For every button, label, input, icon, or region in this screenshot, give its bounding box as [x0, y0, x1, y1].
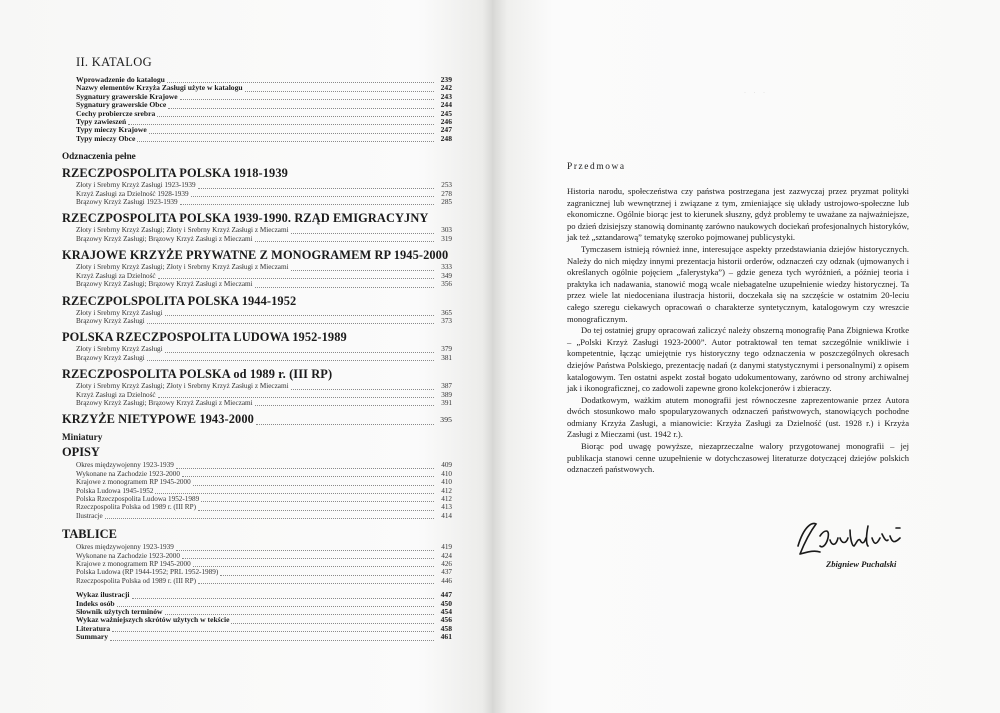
toc-entry[interactable]: [62, 633, 452, 641]
toc-entry[interactable]: [62, 263, 452, 271]
toc-entry[interactable]: [62, 616, 452, 624]
section-heading: POLSKA RZECZPOSPOLITA LUDOWA 1952-1989: [62, 330, 347, 345]
toc-entry-page: 356: [441, 280, 452, 289]
toc-entry[interactable]: [62, 181, 452, 189]
toc-entry-label: Wykonane na Zachodzie 1923-2000: [76, 551, 180, 560]
paper-speck: ˙ ˙ ˙: [744, 92, 768, 98]
toc-entry-page: 412: [441, 486, 452, 495]
leader-dots: [291, 232, 434, 234]
toc-entry[interactable]: [62, 470, 452, 478]
toc-entry[interactable]: [62, 354, 452, 362]
preface: [567, 162, 909, 476]
toc-entry[interactable]: [62, 235, 452, 243]
toc-entry[interactable]: [62, 495, 452, 503]
toc-entry-page: 248: [440, 133, 452, 143]
toc-entry-page: 319: [441, 234, 452, 243]
preface-paragraph: Do tej ostatniej grupy opracowań zaliczyć należy obszerną monografię Pana Zbigniewa Krotke – „Polski Krzyż Zasługi 1923-2000”. Autor potraktował ten temat szczególnie wnikliwie i kompetentnie, łącząc umiejętnie rys historyczny tego odznaczenia w poszczególnych okresach dziejów Państwa Polskiego, prezentację nadań (z danymi statystycznymi i personalnymi) z opisem katalogowym. Ten ostatni aspekt został bogato udokumentowany, zarówno od strony archiwalnej jak i ikonograficznej, co zadowoli zapewne grono kolekcjonerów i zbieraczy.: [567, 325, 909, 394]
toc-entry-label: Sygnatury grawerskie Krajowe: [76, 91, 178, 101]
leader-dots: [155, 492, 434, 494]
toc-entry[interactable]: [62, 512, 452, 520]
leader-dots: [176, 467, 434, 469]
toc-entry-page: 379: [441, 345, 452, 354]
toc-entry-page: 410: [441, 469, 452, 478]
leader-dots: [245, 90, 434, 92]
toc-entry-page: 391: [441, 398, 452, 407]
toc-entry-label: Brązowy Krzyż Zasługi; Brązowy Krzyż Zasługi z Mieczami: [76, 398, 253, 407]
toc-entry[interactable]: [62, 552, 452, 560]
toc-entry-label: Indeks osób: [76, 598, 115, 608]
toc-entry-label: Wykonane na Zachodzie 1923-2000: [76, 469, 180, 478]
toc-entry[interactable]: [62, 309, 452, 317]
toc-entry-label: Złoty i Srebrny Krzyż Zasługi: [76, 308, 163, 317]
preface-paragraph: Biorąc pod uwagę powyższe, niezaprzeczalne walory przygotowanej monografii – jej publikacja stanowi cenne uzupełnienie w dotychczasowej literaturze dotyczącej dziejów polskich odznaczeń państwowych.: [567, 441, 909, 475]
preface-body: [567, 186, 909, 476]
toc-entry-page: 389: [441, 390, 452, 399]
leader-dots: [231, 622, 434, 624]
toc-entry-page: 246: [440, 117, 452, 127]
toc-entry-label: Summary: [76, 632, 109, 642]
leader-dots: [180, 98, 434, 100]
toc-entry-page: 437: [441, 568, 452, 577]
toc-entry-label: Krajowe z monogramem RP 1945-2000: [76, 478, 191, 487]
toc-entry[interactable]: [62, 272, 452, 280]
toc-entry-page: 387: [441, 382, 452, 391]
left-page: [0, 0, 492, 713]
atypical-page: 395: [440, 415, 452, 425]
toc-entry-page: 409: [441, 461, 452, 470]
toc-entry[interactable]: [62, 135, 452, 143]
toc-entry-page: 242: [440, 83, 452, 93]
preface-title: Przedmowa: [567, 162, 626, 172]
toc-entry-page: 349: [441, 271, 452, 280]
toc-entry[interactable]: [62, 280, 452, 288]
leader-dots: [132, 597, 434, 599]
leader-dots: [128, 123, 434, 125]
toc-entry[interactable]: [62, 577, 452, 585]
toc-entry[interactable]: [62, 190, 452, 198]
toc-entry-label: Brązowy Krzyż Zasługi 1923-1939: [76, 198, 178, 207]
leader-dots: [182, 557, 434, 559]
appendix-list: [62, 591, 452, 641]
toc-entry-label: Typy mieczy Obce: [76, 133, 136, 143]
toc-entry-label: Polska Rzeczpospolita Ludowa 1952-1989: [76, 494, 200, 503]
toc-atypical-row[interactable]: [62, 413, 452, 426]
toc-entry-page: 456: [440, 615, 452, 625]
toc-entry-label: Typy zawieszeń: [76, 117, 127, 127]
leader-dots: [105, 517, 434, 519]
toc-entry-page: 446: [441, 576, 452, 585]
toc-entry-page: 426: [441, 560, 452, 568]
toc-entry-page: 333: [441, 263, 452, 272]
toc-entry-page: 373: [441, 316, 452, 325]
toc-entry-label: Nazwy elementów Krzyża Zasługi użyte w katalogu: [76, 83, 243, 93]
sections-list: [62, 167, 452, 407]
leader-dots: [157, 115, 434, 117]
signature-image: [790, 516, 930, 560]
leader-dots: [255, 240, 434, 242]
toc-entry-label: Typy mieczy Krajowe: [76, 125, 147, 135]
leader-dots: [182, 475, 434, 477]
toc-entry-page: 454: [440, 607, 452, 617]
leader-dots: [198, 187, 434, 189]
toc-entry[interactable]: [62, 461, 452, 469]
section-heading: RZECZPOSPOLITA POLSKA 1918-1939: [62, 166, 288, 181]
preface-paragraph: Tymczasem istnieją również inne, interesujące aspekty przedstawiania dziejów historycznych. Należy do nich między innymi prezentacja historii orderów, odznaczeń czy odznak (ujmowanych i określanych ogólnie pojęciem „falerystyka”) – gdzie geneza tych wyróżnień, a później teoria i praktyka ich nadawania, stanowić mogą wcale niebagatelne uzupełnienie wiedzy historycznej. Ta przez wiele lat niedoceniana ilustracja historii, doczekała się na szczęście w ostatnim 20-leciu całego szeregu ciekawych opracowań o charakterze syntetycznym, katalogowym czy wreszcie monograficznym.: [567, 243, 909, 324]
toc-entry-label: Rzeczpospolita Polska od 1989 r. (III RP): [76, 503, 196, 512]
toc-entry[interactable]: [62, 478, 452, 486]
toc-entry-label: Brązowy Krzyż Zasługi: [76, 316, 145, 325]
toc-entry-page: 424: [441, 551, 452, 560]
leader-dots: [291, 269, 434, 271]
toc-entry-label: Brązowy Krzyż Zasługi; Brązowy Krzyż Zasługi z Mieczami: [76, 234, 253, 243]
leader-dots: [193, 484, 434, 486]
atypical-heading: KRZYŻE NIETYPOWE 1943-2000: [62, 412, 254, 427]
toc-entry-page: 461: [440, 632, 452, 642]
toc-entry-label: Polska Ludowa 1945-1952: [76, 486, 154, 495]
section-heading: RZECZPOLSPOLITA POLSKA 1944-1952: [62, 293, 297, 308]
toc-entry[interactable]: [62, 399, 452, 407]
toc-entry[interactable]: [62, 560, 452, 568]
toc-entry-label: Wykaz ważniejszych skrótów użytych w tekście: [76, 615, 230, 625]
toc-entry-page: 239: [440, 75, 452, 84]
toc-entry-label: Złoty i Srebrny Krzyż Zasługi: [76, 345, 163, 354]
miniatures-label: Miniatury: [62, 432, 103, 443]
leader-dots: [168, 107, 434, 109]
toc-entry[interactable]: [62, 487, 452, 495]
toc-entry-page: 381: [441, 353, 452, 362]
toc-entry-label: Cechy probiercze srebra: [76, 108, 156, 118]
toc-entry[interactable]: [62, 226, 452, 234]
toc-entry-page: 247: [440, 125, 452, 135]
intro-list: [62, 76, 452, 143]
leader-dots: [255, 286, 434, 288]
leader-dots: [165, 351, 434, 353]
toc-entry-label: Złoty i Srebrny Krzyż Zasługi; Złoty i Srebrny Krzyż Zasługi z Mieczami: [76, 263, 289, 272]
toc-entry-page: 410: [441, 478, 452, 487]
preface-paragraph: Dodatkowym, ważkim atutem monografii jest równoczesne zaprezentowanie przez Autora dwóch stosunkowo mało spopularyzowanych odznaczeń państwowych, stanowiących pochodne odmiany Krzyża Zasługi, a mianowicie: Krzyża Zasługi za Dzielność (ust. 1928 r.) i Krzyża Zasługi z Mieczami (ust. 1942 r.).: [567, 394, 909, 440]
toc-title: II. KATALOG: [76, 55, 152, 69]
toc-entry-label: Sygnatury grawerskie Obce: [76, 100, 167, 110]
toc-entry-page: 450: [440, 598, 452, 608]
toc-entry-label: Krzyż Zasługi za Dzielność 1928-1939: [76, 189, 189, 198]
toc-entry-label: Okres międzywojenny 1923-1939: [76, 543, 174, 552]
toc-entry-page: 365: [441, 308, 452, 317]
leader-dots: [158, 396, 434, 398]
leader-dots: [165, 314, 434, 316]
toc-entry-label: Literatura: [76, 623, 111, 633]
toc-entry-page: 412: [441, 494, 452, 503]
toc-entry-page: 414: [441, 511, 452, 520]
leader-dots: [191, 195, 434, 197]
leader-dots: [110, 639, 434, 641]
preface-paragraph: Historia narodu, społeczeństwa czy państwa postrzegana jest zazwyczaj przez pryzmat polityki zagranicznej lub wewnętrznej i związane z tym, zmieniające się układy ustrojowo-społeczne lub ekonomiczne. Ogólnie biorąc jest to kierunek słuszny, gdyż problemy te uważane za najważniejsze, po dzień dzisiejszy stanowią dominantę zarówno naukowych dociekań profesjonalnych historyków, jak też „sztandarową” tematykę szeroko pojmowanej publicystyki.: [567, 186, 909, 243]
leader-dots: [198, 509, 434, 511]
table-of-contents: [62, 55, 452, 642]
leader-dots: [147, 359, 434, 361]
tablice-list: [62, 543, 452, 585]
toc-entry-page: 285: [441, 198, 452, 207]
leader-dots: [117, 605, 434, 607]
section-heading: RZECZPOSPOLITA POLSKA 1939-1990. RZĄD EMIGRACYJNY: [62, 211, 429, 226]
section-heading: RZECZPOSPOLITA POLSKA od 1989 r. (III RP): [62, 367, 333, 382]
toc-entry[interactable]: [62, 345, 452, 353]
signature-name: Zbigniew Puchalski: [826, 559, 897, 569]
leader-dots: [149, 132, 434, 134]
leader-dots: [158, 277, 434, 279]
section-heading: KRAJOWE KRZYŻE PRYWATNE Z MONOGRAMEM RP 1945-2000: [62, 248, 449, 263]
leader-dots: [147, 322, 434, 324]
full-decorations-label: Odznaczenia pełne: [62, 151, 136, 162]
toc-entry-label: Rzeczpospolita Polska od 1989 r. (III RP): [76, 576, 196, 585]
toc-entry-label: Okres międzywojenny 1923-1939: [76, 461, 174, 470]
toc-entry-page: 278: [441, 189, 452, 198]
toc-entry-label: Wprowadzenie do katalogu: [76, 75, 165, 84]
leader-dots: [198, 582, 434, 584]
toc-entry-label: Krzyż Zasługi za Dzielność: [76, 271, 156, 280]
toc-entry-label: Polska Ludowa (RP 1944-1952; PRL 1952-1989): [76, 568, 219, 577]
leader-dots: [201, 500, 434, 502]
toc-entry-page: 244: [440, 100, 452, 110]
toc-entry[interactable]: [62, 503, 452, 511]
toc-entry[interactable]: [62, 591, 452, 599]
opisy-list: [62, 461, 452, 520]
toc-entry-page: 253: [441, 181, 452, 190]
toc-entry[interactable]: [62, 198, 452, 206]
leader-dots: [256, 423, 434, 425]
toc-entry[interactable]: [62, 568, 452, 576]
leader-dots: [112, 630, 434, 632]
leader-dots: [220, 574, 434, 576]
toc-entry-label: Złoty i Srebrny Krzyż Zasługi; Złoty i Srebrny Krzyż Zasługi z Mieczami: [76, 382, 289, 391]
toc-entry-page: 243: [440, 91, 452, 101]
leader-dots: [180, 203, 434, 205]
toc-entry-label: Brązowy Krzyż Zasługi; Brązowy Krzyż Zasługi z Mieczami: [76, 280, 253, 289]
toc-entry-page: 458: [440, 623, 452, 633]
toc-entry-page: 419: [441, 543, 452, 552]
toc-entry-label: Słownik użytych terminów: [76, 607, 163, 617]
toc-entry[interactable]: [62, 382, 452, 390]
leader-dots: [255, 404, 434, 406]
toc-entry-page: 413: [441, 503, 452, 512]
toc-entry-label: Ilustracje: [76, 511, 103, 520]
leader-dots: [291, 388, 434, 390]
toc-entry-label: Krajowe z monogramem RP 1945-2000: [76, 560, 191, 568]
toc-entry-page: 245: [440, 108, 452, 118]
toc-entry-page: 303: [441, 226, 452, 235]
toc-entry[interactable]: [62, 391, 452, 399]
toc-entry-label: Złoty i Srebrny Krzyż Zasługi 1923-1939: [76, 181, 196, 190]
toc-entry-label: Złoty i Srebrny Krzyż Zasługi; Złoty i Srebrny Krzyż Zasługi z Mieczami: [76, 226, 289, 235]
leader-dots: [137, 140, 434, 142]
toc-entry[interactable]: [62, 625, 452, 633]
opisy-heading: OPISY: [62, 445, 100, 460]
toc-entry-label: Wykaz ilustracji: [76, 590, 130, 600]
toc-entry[interactable]: [62, 543, 452, 551]
toc-entry-page: 447: [440, 590, 452, 600]
leader-dots: [176, 549, 434, 551]
tablice-heading: TABLICE: [62, 527, 117, 542]
toc-entry-label: Brązowy Krzyż Zasługi: [76, 353, 145, 362]
toc-entry-label: Krzyż Zasługi za Dzielność: [76, 390, 156, 399]
toc-entry[interactable]: [62, 317, 452, 325]
leader-dots: [193, 565, 434, 567]
